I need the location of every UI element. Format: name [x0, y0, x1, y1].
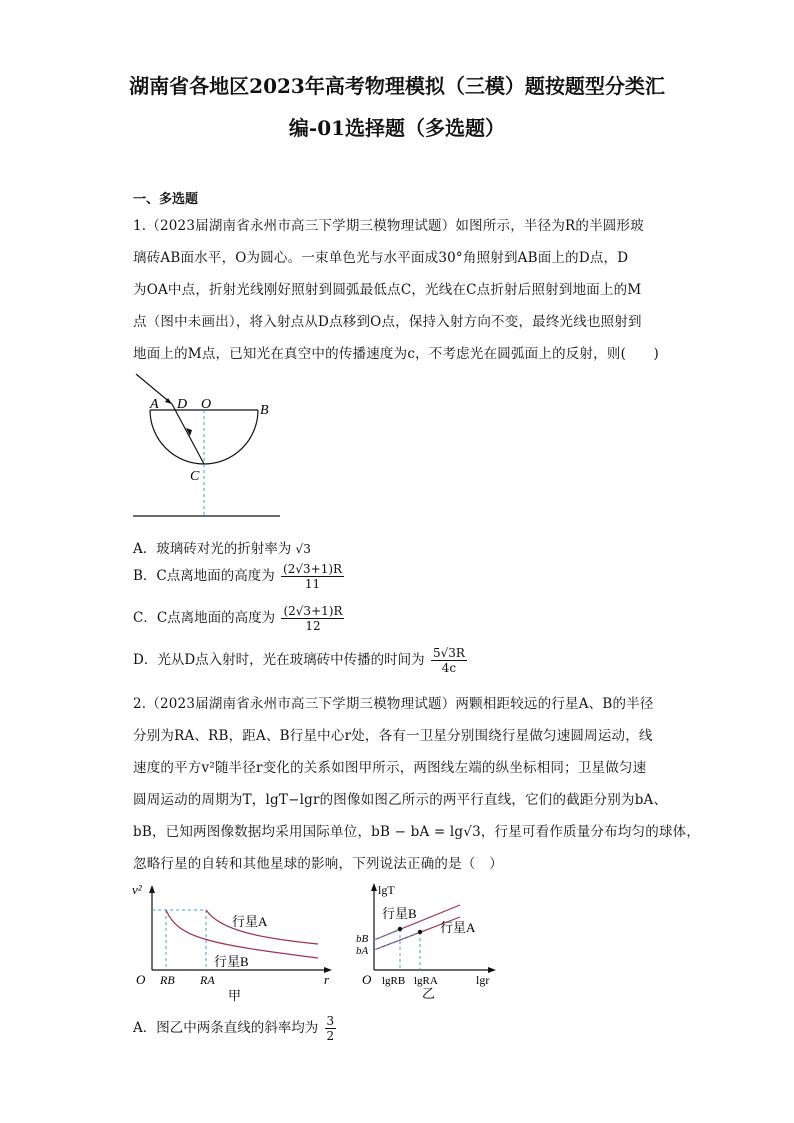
q2-line1: 2.（2023届湖南省永州市高三下学期三模物理试题）两颗相距较远的行星A、B的半径: [133, 696, 654, 712]
q1-option-d-den: 4c: [441, 661, 457, 675]
q2-option-a-den: 2: [326, 1029, 335, 1043]
q2-figure-jia: [128, 880, 343, 1005]
q1-line2: 璃砖AB面水平，O为圆心。一束单色光与水平面成30°角照射到AB面上的D点，D: [133, 250, 629, 266]
jia-RB: RB: [160, 973, 175, 987]
q1-option-b: [133, 562, 344, 591]
fig1-label-A: A: [150, 397, 159, 412]
q1-option-b-fraction: [281, 562, 344, 591]
jia-curve-b-label: 行星B: [214, 954, 249, 969]
q2-line5: bB，已知两图像数据均采用国际单位，bB − bA = lg√3，行星可看作质量分布均匀的球体，: [133, 824, 701, 840]
q1-option-d-num: 5√3R: [432, 646, 465, 660]
yi-ylabel: lgT: [378, 883, 395, 897]
q1-option-a-text: A．玻璃砖对光的折射率为: [133, 541, 292, 557]
yi-caption: 乙: [422, 986, 436, 1001]
jia-caption: 甲: [228, 988, 242, 1003]
q1-line1: 1.（2023届湖南省永州市高三下学期三模物理试题）如图所示，半径为R的半圆形玻: [133, 218, 644, 234]
yi-lgRA: lgRA: [414, 975, 438, 987]
yi-bB: bB: [356, 933, 369, 945]
fig1-label-B: B: [260, 403, 269, 418]
yi-origin: O: [362, 972, 372, 987]
page-title-line2: 编-01选择题（多选题）: [288, 116, 506, 140]
yi-xlabel: lgr: [476, 973, 490, 987]
yi-line-b-label: 行星B: [382, 906, 417, 921]
q2-line6: 忽略行星的自转和其他星球的影响，下列说法正确的是（ ）: [133, 856, 503, 872]
q1-option-a: [133, 537, 311, 557]
q1-line4: 点（图中未画出），将入射点从D点移到O点，保持入射方向不变，最终光线也照射到: [133, 314, 642, 330]
q2-line2: 分别为RA、RB，距A、B行星中心r处，各有一卫星分别围绕行星做匀速圆周运动，线: [133, 728, 653, 744]
jia-ylabel: v²: [132, 882, 142, 897]
section-heading: 一、多选题: [133, 192, 199, 207]
fig1-label-O: O: [201, 397, 212, 412]
yi-lgRB: lgRB: [382, 975, 406, 987]
page-title-line1: 湖南省各地区2023年高考物理模拟（三模）题按题型分类汇: [129, 74, 665, 98]
q2-option-a-fraction: [325, 1014, 337, 1043]
jia-origin: O: [136, 972, 146, 987]
q1-option-c-den: 12: [305, 619, 321, 633]
q1-option-c-num: (2√3+1)R: [283, 604, 343, 618]
q1-line5: 地面上的M点，已知光在真空中的传播速度为c，不考虑光在圆弧面上的反射，则( ): [133, 346, 659, 362]
jia-RA: RA: [200, 973, 215, 987]
q1-option-a-value: √3: [295, 542, 311, 556]
q2-option-a-text: A．图乙中两条直线的斜率均为: [133, 1020, 319, 1036]
q1-option-d-text: D．光从D点入射时，光在玻璃砖中传播的时间为: [133, 652, 425, 668]
fig1-label-D: D: [177, 397, 188, 412]
q1-option-b-text: B．C点离地面的高度为: [133, 568, 275, 584]
q1-option-d-fraction: [431, 646, 467, 675]
q2-option-a-num: 3: [326, 1014, 335, 1028]
q1-line3: 为OA中点，折射光线刚好照射到圆弧最低点C，光线在C点折射后照射到地面上的M: [133, 282, 642, 298]
q1-option-d: [133, 646, 467, 675]
q1-option-c-fraction: [281, 604, 344, 633]
q2-line4: 圆周运动的周期为T，lgT−lgr的图像如图乙所示的两平行直线，它们的截距分别为bA、: [133, 792, 668, 808]
q1-option-b-den: 11: [304, 577, 321, 591]
yi-bA: bA: [356, 945, 369, 957]
q1-option-c-text: C．C点离地面的高度为: [133, 610, 276, 626]
q1-option-b-num: (2√3+1)R: [283, 562, 343, 576]
q1-glass-figure: [128, 368, 288, 523]
q2-line3: 速度的平方v²随半径r变化的关系如图甲所示，两图线左端的纵坐标相同；卫星做匀速: [133, 760, 647, 776]
fig1-label-C: C: [190, 469, 200, 484]
yi-line-a-label: 行星A: [440, 920, 476, 935]
jia-xlabel: r: [324, 972, 330, 987]
q2-figure-yi: [352, 880, 502, 1030]
jia-curve-a-label: 行星A: [232, 914, 268, 929]
q1-option-c: [133, 604, 344, 633]
q2-option-a: [133, 1014, 336, 1043]
